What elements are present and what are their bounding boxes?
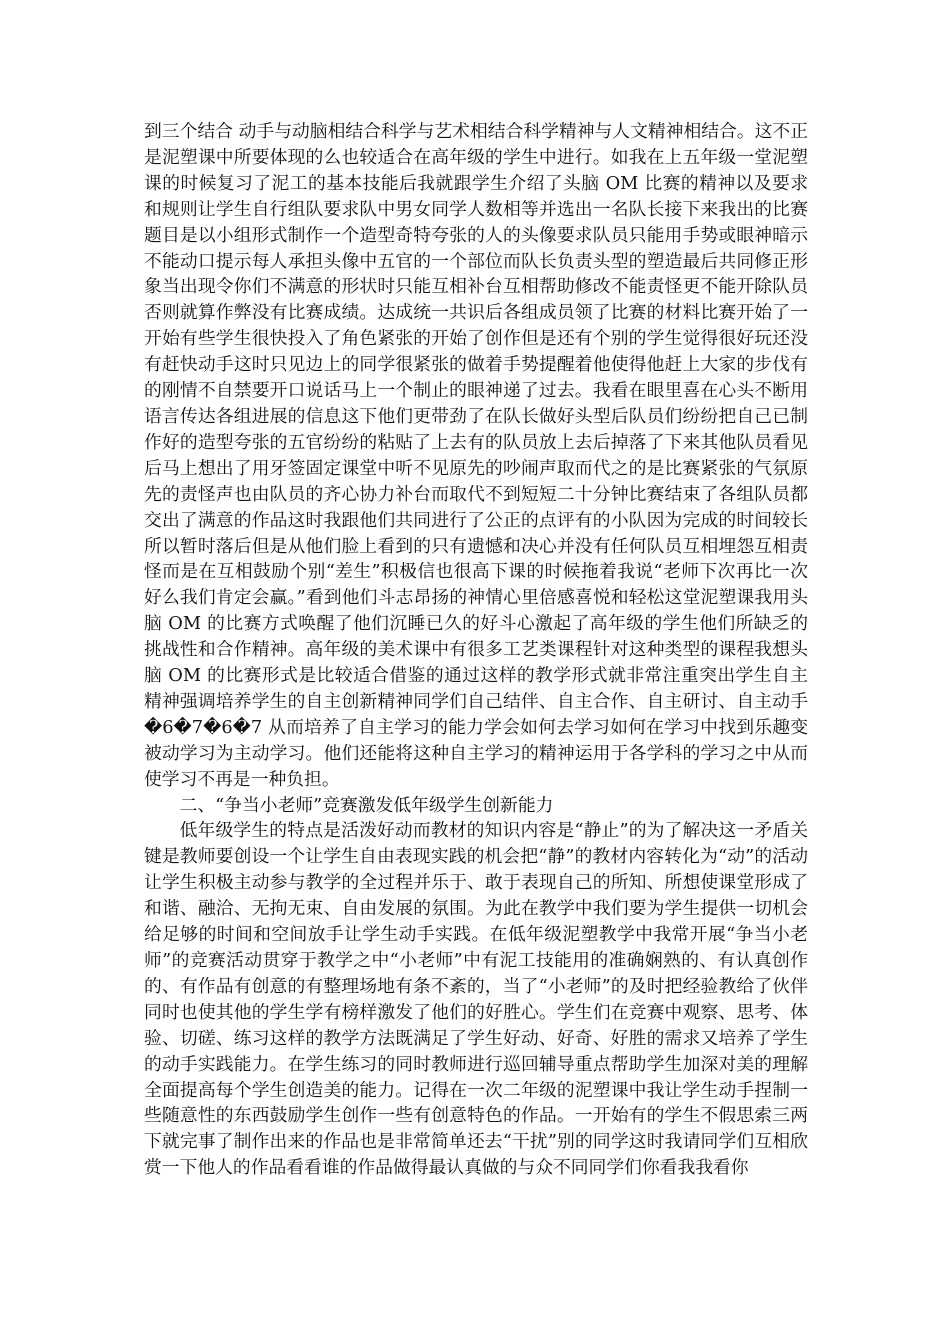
body-paragraph-1: 到三个结合 动手与动脑相结合科学与艺术相结合科学精神与人文精神相结合。这不正是泥塑课中所要体现的么也较适合在高年级的学生中进行。如我在上五年级一堂泥塑课的时候复习了泥工的基本技能后我就跟学生介绍了头脑 OM 比赛的精神以及要求和规则让学生自行组队要求队中男女同学人数相等并选出一名队长接下来我出的比赛题目是以小组形式制作一个造型奇特夸张的人的头像要求队员只能用手势或眼神暗示不能动口提示每人承担头像中五官的一个部位而队长负责头型的塑造最后共同修正形象当出现令你们不满意的形状时只能互相补台互相帮助修改不能责怪更不能开除队员否则就算作弊没有比赛成绩。达成统一共识后各组成员领了比赛的材料比赛开始了一开始有些学生很快投入了角色紧张的开始了创作但是还有个别的学生觉得很好玩还没有赶快动手这时只见边上的同学很紧张的做着手势提醒着他使得他赶上大家的步伐有的刚情不自禁要开口说话马上一个制止的眼神递了过去。我看在眼里喜在心头不断用语言传达各组进展的信息这下他们更带劲了在队长做好头型后队员们纷纷把自己已制作好的造型夸张的五官纷纷的粘贴了上去有的队员放上去后掉落了下来其他队员看见后马上想出了用牙签固定课堂中听不见原先的吵闹声取而代之的是比赛紧张的气氛原先的责怪声也由队员的齐心协力补台而取代不到短短二十分钟比赛结束了各组队员都交出了满意的作品这时我跟他们共同进行了公正的点评有的小队因为完成的时间较长所以暂时落后但是从他们脸上看到的只有遗憾和决心并没有任何队员互相埋怨互相责怪而是在互相鼓励个别“差生”积极信也很高下课的时候拖着我说“老师下次再比一次好么我们肯定会赢。”看到他们斗志昂扬的神情心里倍感喜悦和轻松这堂泥塑课我用头脑 OM 的比赛方式唤醒了他们沉睡已久的好斗心激起了高年级的学生他们所缺乏的挑战性和合作精神。高年级的美术课中有很多工艺类课程针对这种类型的课程我想头脑 OM 的比赛形式是比较适合借鉴的通过这样的教学形式就非常注重突出学生自主精神强调培养学生的自主创新精神同学们自己结伴、自主合作、自主研讨、自主动手�6�7�6�7 从而培养了自主学习的能力学会如何去学习如何在学习中找到乐趣变被动学习为主动学习。他们还能将这种自主学习的精神运用于各学科的学习之中从而使学习不再是一种负担。 [144, 121, 808, 790]
document-page [144, 119, 808, 1181]
section-heading-2: 二、“争当小老师”竞赛激发低年级学生创新能力 [179, 794, 554, 816]
body-paragraph-2: 低年级学生的特点是活泼好动而教材的知识内容是“静止”的为了解决这一矛盾关键是教师要创设一个让学生自由表现实践的机会把“静”的教材内容转化为“动”的活动让学生积极主动参与教学的全过程并乐于、敢于表现自己的所知、所想使课堂形成了和谐、融洽、无拘无束、自由发展的氛围。为此在教学中我们要为学生提供一切机会给足够的时间和空间放手让学生动手实践。在低年级泥塑教学中我常开展“争当小老师”的竞赛活动贯穿于教学之中“小老师”中有泥工技能用的准确娴熟的、有认真创作的、有作品有创意的有整理场地有条不紊的，当了“小老师”的及时把经验教给了伙伴同时也使其他的学生学有榜样激发了他们的好胜心。学生们在竞赛中观察、思考、体验、切磋、练习这样的教学方法既满足了学生好动、好奇、好胜的需求又培养了学生的动手实践能力。在学生练习的同时教师进行巡回辅导重点帮助学生加深对美的理解全面提高每个学生创造美的能力。记得在一次二年级的泥塑课中我让学生动手捏制一些随意性的东西鼓励学生创作一些有创意特色的作品。一开始有的学生不假思索三两下就完事了制作出来的作品也是非常简单还去“干扰”别的同学这时我请同学们互相欣赏一下他人的作品看看谁的作品做得最认真做的与众不同同学们你看我我看你 [144, 820, 808, 1179]
